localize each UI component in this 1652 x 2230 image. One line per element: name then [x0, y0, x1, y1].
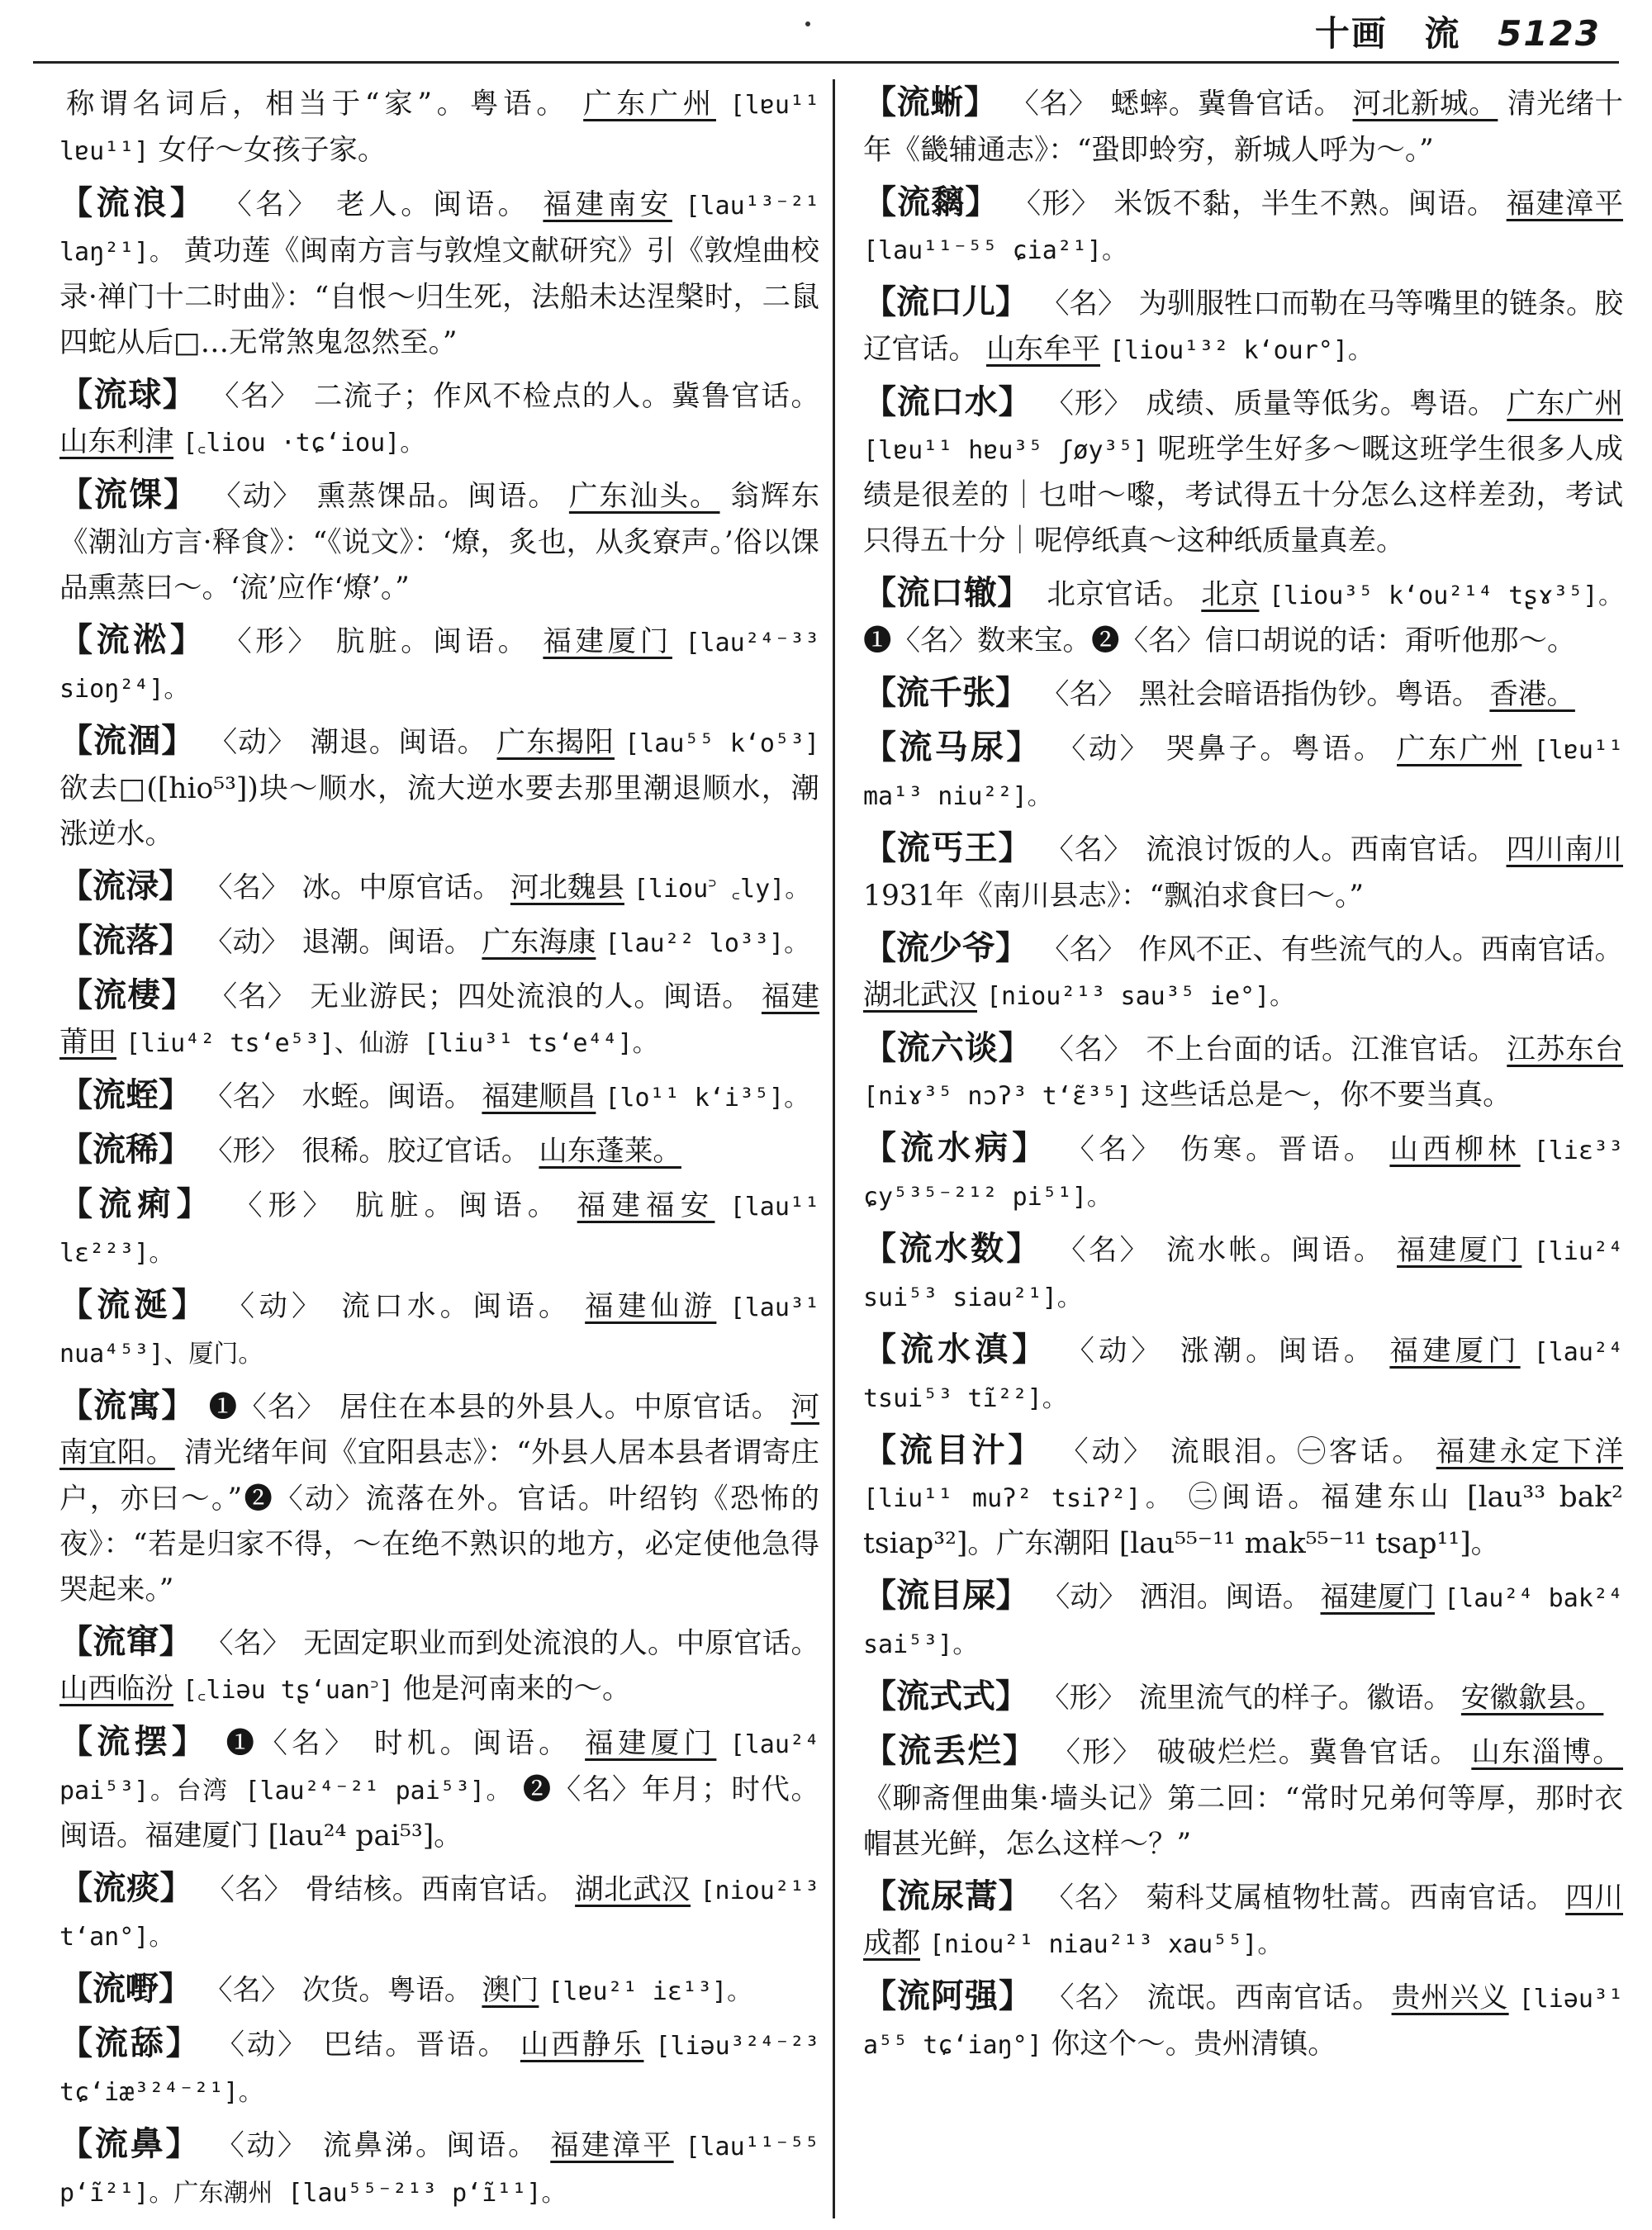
part-of-speech: 〈名〉 [206, 1873, 293, 1906]
part-of-speech: 〈动〉 [1041, 1581, 1127, 1614]
part-of-speech: 〈动〉 [225, 1290, 325, 1323]
dictionary-entry [59, 863, 819, 912]
dictionary-entry [863, 724, 1623, 819]
dictionary-entry [863, 379, 1623, 564]
dialect-location: 广东揭阳 [496, 726, 615, 759]
part-of-speech: ❶〈名〉 [225, 1727, 358, 1760]
dialect-location: 北京 [1201, 578, 1260, 611]
entry-headword: 【流蜥】 [863, 83, 998, 121]
dialect-location: 香港。 [1489, 678, 1575, 711]
dictionary-entry [863, 1728, 1623, 1867]
definition: 流口水。闽语。 [341, 1290, 572, 1323]
dictionary-entry [59, 2020, 819, 2115]
entry-headword: 【流馃】 [59, 475, 199, 514]
entry-headword: 【流尿蒿】 [863, 1877, 1032, 1915]
dictionary-entry [863, 1125, 1623, 1220]
part-of-speech: 〈形〉 [1051, 1736, 1143, 1769]
part-of-speech: 〈形〉 [1045, 387, 1133, 420]
pronunciation: [niou²¹³ sau³⁵ ie°]。 [985, 982, 1295, 1011]
part-of-speech: 〈名〉 [1010, 88, 1098, 121]
definition: 次货。粤语。 [301, 1974, 473, 2007]
entry-headword: 【流球】 [59, 375, 197, 414]
pronunciation: [lau²⁴ tsui⁵³ tĩ²²]。 [863, 1338, 1623, 1413]
entry-headword: 【流落】 [59, 921, 192, 960]
part-of-speech: 〈形〉 [203, 1135, 290, 1168]
definition: 菊科艾属植物牡蒿。西南官话。 [1146, 1881, 1556, 1914]
part-of-speech: 〈动〉 [1057, 733, 1151, 766]
column-divider [833, 79, 835, 2218]
entry-headword: 【流窜】 [59, 1622, 192, 1661]
definition: 流氓。西南官话。 [1146, 1981, 1382, 2014]
part-of-speech: 〈名〉 [1045, 833, 1133, 866]
dialect-location: 福建厦门 [1320, 1581, 1436, 1614]
definition: 米饭不黏，半生不熟。闽语。 [1113, 187, 1497, 221]
part-of-speech: 〈形〉 [1012, 187, 1101, 221]
pronunciation: [niou²¹ niau²¹³ xau⁵⁵]。 [928, 1930, 1283, 1959]
pronunciation: [꜀liou ·tɕ‘iou]。 [182, 429, 425, 458]
definition: 冰。中原官话。 [301, 871, 501, 904]
dialect-location: 广东海康 [482, 926, 596, 959]
dictionary-entry [59, 79, 819, 174]
example-text: 翁辉东《潮汕方言·释食》：“《说文》：‘燎，炙也，从炙寮声。’俗以馃品熏蒸曰～。‘流’应作‘燎’。” [59, 480, 819, 605]
example-text: 你这个～。贵州清镇。 [1051, 2028, 1336, 2061]
header-mark [805, 21, 810, 26]
example-text: 欲去□([hio⁵³])块～顺水，流大逆水要去那里潮退顺水，潮涨逆水。 [59, 772, 819, 851]
entry-headword: 【流水数】 [863, 1229, 1042, 1268]
dictionary-entry [863, 1673, 1623, 1722]
pronunciation: [lɐu¹¹ hɐu³⁵ ʃøy³⁵] [863, 436, 1148, 465]
part-of-speech: 〈动〉 [1066, 1335, 1164, 1368]
definition: 肮脏。闽语。 [336, 625, 530, 658]
dialect-location: 山东牟平 [985, 333, 1100, 366]
pronunciation: [꜀liəu tʂ‘uan꜄] [182, 1676, 394, 1705]
definition: 流浪讨饭的人。西南官话。 [1146, 833, 1497, 866]
dialect-location: 福建漳平 [1506, 187, 1623, 221]
pronunciation: [lau⁵⁵ k‘o⁵³] [624, 729, 819, 758]
entry-headword: 【流口辙】 [863, 573, 1031, 612]
dictionary-entry [59, 180, 819, 366]
dictionary-entry [59, 972, 819, 1066]
entry-headword: 【流寓】 [59, 1386, 196, 1425]
dictionary-entry [59, 372, 819, 466]
definition: 时机。闽语。 [374, 1727, 572, 1760]
pronunciation: [lau²⁴⁻³³ sioŋ²⁴]。 [59, 629, 819, 704]
dictionary-entry [863, 1025, 1623, 1119]
example-text: 《聊斋俚曲集·墙头记》第二回：“常时兄弟何等厚，那时衣帽甚光鲜，怎么这样～？” [863, 1782, 1623, 1861]
dialect-location: 四川成都 [863, 1881, 1623, 1960]
definition: 破破烂烂。冀鲁官话。 [1156, 1736, 1461, 1769]
definition: 北京官话。 [1047, 578, 1192, 611]
dictionary-entry [59, 2121, 819, 2216]
example-text: ❷〈名〉年月；时代。闽语。福建厦门 [lau²⁴ pai⁵³]。 [59, 1773, 819, 1853]
section-label: 十画 [1314, 13, 1388, 54]
example-text: 黄功莲《闽南方言与敦煌文献研究》引《敦煌曲校录·禅门十二时曲》：“自恨～归生死，法船未达涅槃时，二鼠四蛇从后□…无常煞鬼忽然至。” [59, 235, 819, 359]
example-text: 这些话总是～，你不要当真。 [1141, 1079, 1512, 1112]
dialect-location: 福建福安 [577, 1189, 715, 1222]
definition: 作风不正、有些流气的人。西南官话。 [1138, 933, 1623, 966]
dictionary-entry [59, 617, 819, 712]
pronunciation: [liu²⁴ sui⁵³ siau²¹]。 [863, 1237, 1623, 1312]
part-of-speech: 〈名〉 [203, 1080, 290, 1113]
dictionary-entry [863, 825, 1623, 919]
entry-headword: 【流目屎】 [863, 1576, 1029, 1615]
dictionary-entry [863, 279, 1623, 373]
entry-headword: 【流嘢】 [59, 1969, 192, 2008]
entry-headword: 【流舔】 [59, 2024, 202, 2062]
entry-headword: 【流痢】 [59, 1184, 216, 1223]
dialect-location: 福建厦门 [1389, 1335, 1521, 1368]
dictionary-entry [59, 1072, 819, 1121]
dictionary-entry [59, 918, 819, 966]
entry-headword: 【流棲】 [59, 975, 196, 1014]
definition: 无固定职业而到处流浪的人。中原官话。 [303, 1627, 819, 1660]
dialect-location: 广东广州 [1397, 733, 1522, 766]
dictionary-entry [863, 1573, 1623, 1668]
part-of-speech: 〈形〉 [233, 1189, 338, 1222]
pronunciation: [liɛ³³ ɕy⁵³⁵⁻²¹² pi⁵¹]。 [863, 1136, 1623, 1212]
entry-headword: 【流浪】 [59, 183, 207, 222]
part-of-speech: 〈动〉 [216, 2129, 309, 2162]
definition: 流里流气的样子。徽语。 [1138, 1682, 1452, 1715]
pronunciation: [liəu³²⁴⁻²³ tɕ‘iæ³²⁴⁻²¹]。 [59, 2032, 819, 2107]
dictionary-entry [59, 1127, 819, 1175]
entry-headword: 【流淞】 [59, 620, 207, 659]
dialect-location: 河北魏县 [510, 871, 624, 904]
example-text: 呢班学生好多～嘅这班学生很多人成绩是很差的｜乜咁～嚟，考试得五十分怎么这样差劲，考试只得五十分｜呢停纸真～这种纸质量真差。 [863, 433, 1623, 558]
dictionary-entry [59, 472, 819, 611]
definition: 成绩、质量等低劣。粤语。 [1146, 387, 1498, 420]
part-of-speech: 〈形〉 [1040, 1682, 1127, 1715]
dictionary-entry [863, 79, 1623, 173]
dictionary-entry [863, 1873, 1623, 1967]
entry-headword: 【流渌】 [59, 866, 192, 905]
definition: 流眼泪。㊀客话。 [1170, 1435, 1424, 1468]
dialect-location: 福建漳平 [550, 2129, 674, 2162]
definition: 巴结。晋语。 [323, 2028, 509, 2062]
entry-headword: 【流口水】 [863, 382, 1032, 421]
part-of-speech: 〈名〉 [211, 380, 301, 413]
definition: 流鼻涕。闽语。 [323, 2129, 539, 2162]
part-of-speech: ❶〈名〉 [208, 1391, 327, 1424]
dialect-location: 福建厦门 [585, 1727, 717, 1760]
definition: 老人。闽语。 [336, 188, 530, 221]
part-of-speech: 〈名〉 [1045, 1033, 1133, 1066]
pronunciation: [liu⁴² ts‘e⁵³]、仙游 [liu³¹ ts‘e⁴⁴]。 [125, 1029, 657, 1058]
entry-headword: 【流鼻】 [59, 2124, 202, 2163]
pronunciation: [lɐu¹¹ lɐu¹¹] [59, 91, 819, 166]
dictionary-entry [59, 1181, 819, 1276]
dialect-location: 安徽歙县。 [1460, 1682, 1604, 1715]
example-text: ❶〈名〉数来宝。❷〈名〉信口胡说的话：甭听他那～。 [863, 624, 1576, 657]
example-text: 女仔～女孩子家。 [158, 134, 387, 167]
pronunciation: [liəu³¹ a⁵⁵ tɕ‘iaŋ°] [863, 1985, 1623, 2060]
dictionary-entry [863, 1973, 1623, 2068]
dictionary-entry [59, 1719, 819, 1859]
dictionary-entry [59, 1619, 819, 1713]
pronunciation: [liu¹¹ muʔ² tsiʔ²]。 [863, 1484, 1175, 1513]
dialect-location: 广东广州 [583, 88, 716, 121]
definition: 居住在本县的外县人。中原官话。 [339, 1391, 781, 1424]
dialect-location: 山西静乐 [520, 2028, 644, 2062]
page-number: 5123 [1498, 13, 1601, 54]
pronunciation: [lau²⁴ bak²⁴ sai⁵³]。 [863, 1584, 1623, 1659]
pronunciation: [liou꜄ ꜀ly]。 [633, 875, 810, 904]
part-of-speech: 〈名〉 [223, 188, 320, 221]
entry-headword: 【流目汁】 [863, 1431, 1045, 1469]
pronunciation: [lau²⁴ pai⁵³]。台湾 [lau²⁴⁻²¹ pai⁵³]。 [59, 1730, 819, 1805]
part-of-speech: 〈名〉 [203, 871, 290, 904]
entry-headword: 【流痰】 [59, 1868, 193, 1907]
definition: 流水帐。闽语。 [1165, 1234, 1385, 1267]
dialect-location: 河南宜阳。 [59, 1391, 819, 1469]
example-text: 清光绪十年《畿辅通志》：“蛩即蛉穷，新城人呼为～。” [863, 88, 1623, 167]
part-of-speech: 〈动〉 [1060, 1435, 1156, 1468]
part-of-speech: 〈动〉 [212, 480, 303, 513]
dictionary-entry [59, 1966, 819, 2014]
part-of-speech: 〈名〉 [1045, 1881, 1133, 1914]
definition: 很稀。胶辽官话。 [301, 1135, 530, 1168]
part-of-speech: 〈名〉 [1041, 287, 1127, 320]
entry-headword: 【流涎】 [59, 1285, 210, 1324]
dialect-location: 福建永定下洋 [1436, 1435, 1623, 1468]
dialect-location: 湖北武汉 [863, 979, 977, 1012]
dialect-location: 山东利津 [59, 425, 173, 458]
definition: 骨结核。西南官话。 [305, 1873, 566, 1906]
definition: 哭鼻子。粤语。 [1165, 733, 1385, 766]
entry-headword: 【流涸】 [59, 721, 196, 760]
definition: 肮脏。闽语。 [355, 1189, 563, 1222]
entry-headword: 【流水滇】 [863, 1330, 1050, 1369]
entry-headword: 【流水病】 [863, 1128, 1050, 1167]
dictionary-entry [59, 1383, 819, 1613]
dialect-location: 福建厦门 [543, 625, 672, 658]
right-column [863, 79, 1623, 2218]
dialect-location: 河北新城。 [1352, 88, 1498, 121]
dictionary-entry [863, 1226, 1623, 1321]
entry-headword: 【流黐】 [863, 183, 999, 221]
dictionary-entry [863, 179, 1623, 273]
part-of-speech: 〈名〉 [208, 980, 297, 1013]
running-head [1292, 7, 1601, 56]
dictionary-entry [59, 1282, 819, 1377]
dialect-location: 广东广州 [1507, 387, 1623, 420]
example-text: 清光绪年间《宜阳县志》：“外县人居本县者谓寄庄户，亦曰～。”❷〈动〉流落在外。官话。叶绍钧《恐怖的夜》：“若是归家不得，～在绝不熟识的地方，必定使他急得哭起来。” [59, 1436, 819, 1606]
entry-headword: 【流阿强】 [863, 1976, 1033, 2015]
example-text: 他是河南来的～。 [402, 1672, 631, 1706]
dictionary-entry [863, 670, 1623, 719]
dialect-location: 山东蓬莱。 [539, 1135, 681, 1168]
pronunciation: [niou²¹³ t‘an°]。 [59, 1877, 819, 1952]
entry-headword: 【流蛭】 [59, 1075, 192, 1114]
header-rule [33, 61, 1619, 64]
part-of-speech: 〈动〉 [208, 726, 297, 759]
part-of-speech: 〈形〉 [223, 625, 320, 658]
part-of-speech: 〈名〉 [203, 1974, 290, 2007]
entry-headword: 【流马尿】 [863, 728, 1042, 766]
dialect-location: 山东淄博。 [1471, 1736, 1623, 1769]
dictionary-entry [863, 925, 1623, 1019]
dialect-location: 江苏东台 [1507, 1033, 1623, 1066]
dialect-location: 福建南安 [543, 188, 672, 221]
definition: 无业游民；四处流浪的人。闽语。 [310, 980, 752, 1013]
entry-headword: 【流六谈】 [863, 1028, 1032, 1067]
pronunciation: [lau¹³⁻²¹ laŋ²¹]。 [59, 192, 819, 267]
definition: 潮退。闽语。 [310, 726, 487, 759]
entry-headword: 【流丐王】 [863, 828, 1032, 867]
pronunciation: [liou³⁵ k‘ou²¹⁴ tʂɤ³⁵]。 [1268, 581, 1623, 610]
part-of-speech: 〈名〉 [1057, 1234, 1151, 1267]
definition: 蟋蟀。冀鲁官话。 [1110, 88, 1343, 121]
pronunciation: [liou¹³² k‘our°]。 [1108, 336, 1373, 365]
part-of-speech: 〈动〉 [216, 2028, 309, 2062]
definition: 不上台面的话。江淮官话。 [1146, 1033, 1498, 1066]
definition: 洒泪。闽语。 [1139, 1581, 1312, 1614]
entry-headword: 【流口儿】 [863, 282, 1029, 321]
definition: 黑社会暗语指伪钞。粤语。 [1138, 678, 1481, 711]
entry-headword: 【流丢烂】 [863, 1731, 1038, 1770]
dialect-location: 山西临汾 [59, 1672, 173, 1706]
dialect-location: 山西柳林 [1389, 1133, 1521, 1166]
dialect-location: 广东汕头。 [568, 480, 720, 513]
dialect-location: 福建厦门 [1397, 1234, 1522, 1267]
dialect-location: 湖北武汉 [575, 1873, 691, 1906]
part-of-speech: 〈名〉 [1046, 1981, 1134, 2014]
dialect-location: 澳门 [482, 1974, 539, 2007]
dictionary-entry [863, 1326, 1623, 1421]
pronunciation: [lo¹¹ k‘i³⁵]。 [605, 1084, 809, 1113]
entry-headword: 【流少爷】 [863, 928, 1029, 967]
dialect-location: 四川南川 [1506, 833, 1623, 866]
definition: 熏蒸馃品。闽语。 [316, 480, 558, 513]
entry-headword: 【流式式】 [863, 1677, 1028, 1715]
definition: 伤寒。晋语。 [1180, 1133, 1377, 1166]
dictionary-entry [59, 1865, 819, 1960]
dictionary-entry [59, 718, 819, 857]
part-of-speech: 〈动〉 [203, 926, 290, 959]
entry-headword: 【流稀】 [59, 1130, 192, 1169]
pronunciation: [lau¹¹⁻⁵⁵ ɕia²¹]。 [863, 236, 1127, 265]
dictionary-entry [863, 570, 1623, 664]
pronunciation: [lɐu¹¹ ma¹³ niu²²]。 [863, 736, 1623, 811]
pronunciation: [lau²² lo³³]。 [605, 929, 809, 958]
dialect-location: 贵州兴义 [1391, 1981, 1509, 2014]
dialect-location: 福建莆田 [59, 980, 819, 1059]
pronunciation: [lau¹¹⁻⁵⁵ p‘ĩ²¹]。广东潮州 [lau⁵⁵⁻²¹³ p‘ĩ¹¹]。 [59, 2133, 819, 2208]
dictionary-entry [863, 1427, 1623, 1567]
pronunciation: [lɐu²¹ iɛ¹³]。 [548, 1977, 752, 2006]
head-character: 流 [1424, 13, 1461, 54]
definition: 二流子；作风不检点的人。冀鲁官话。 [313, 380, 819, 413]
dialect-location: 福建仙游 [585, 1290, 717, 1323]
part-of-speech: 〈名〉 [1066, 1133, 1164, 1166]
example-text: 1931年《南川县志》：“飘泊求食曰～。” [863, 880, 1365, 913]
part-of-speech: 〈名〉 [1040, 678, 1127, 711]
entry-headword: 【流千张】 [863, 673, 1028, 712]
pronunciation: [lau¹¹ lɛ²²³]。 [59, 1193, 819, 1268]
pronunciation: [niɤ³⁵ nɔʔ³ t‘ɛ̃³⁵] [863, 1082, 1132, 1111]
definition: 为驯服牲口而勒在马等嘴里的链条。胶辽官话。 [863, 287, 1623, 366]
definition: 涨潮。闽语。 [1180, 1335, 1377, 1368]
dialect-location: 福建顺昌 [482, 1080, 596, 1113]
definition: 称谓名词后，相当于“家”。粤语。 [66, 88, 570, 121]
part-of-speech: 〈名〉 [1041, 933, 1127, 966]
pronunciation: [lau³¹ nua⁴⁵³]、厦门。 [59, 1293, 819, 1369]
left-column [59, 79, 819, 2218]
part-of-speech: 〈名〉 [205, 1627, 292, 1660]
entry-headword: 【流摆】 [59, 1722, 210, 1761]
example-text: ㊁闽语。福建东山 [lau³³ bak² tsiap³²]。广东潮阳 [lau⁵⁵⁻¹¹ mak⁵⁵⁻¹¹ tsap¹¹]。 [863, 1481, 1623, 1560]
definition: 退潮。闽语。 [301, 926, 473, 959]
definition: 水蛭。闽语。 [301, 1080, 473, 1113]
